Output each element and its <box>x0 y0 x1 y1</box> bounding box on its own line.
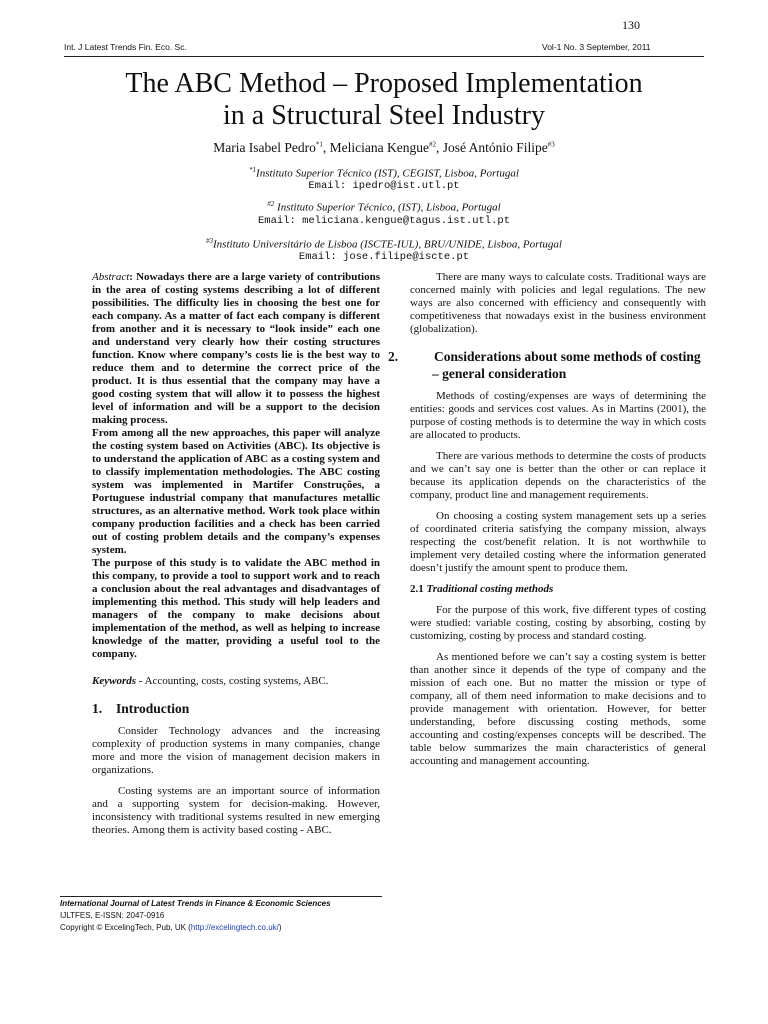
email-1: Email: ipedro@ist.utl.pt <box>308 180 460 192</box>
abstract-paragraph-3: The purpose of this study is to validate the ABC method in this company, to provide a tool to support work and to reach a conclusion about the real advantages and disadvantages of implementing this method. This study will help leaders and managers of the company to make decisions about implementation of the method, as well as helping to increase knowledge of the matter, providing a useful tool to the company. <box>92 557 380 660</box>
subsection-2-1-paragraph-1: For the purpose of this work, five different types of costing were studied: variable costing, costing by absorbing, costing by customizing, costing by process and standard costing. <box>410 604 706 642</box>
subsection-2-1-number: 2.1 <box>410 583 424 595</box>
footer-copyright-suffix: ) <box>278 923 282 932</box>
affiliation-2-mark: #2 <box>267 200 275 208</box>
footer-block <box>60 898 331 934</box>
section-1-title: Introduction <box>116 701 190 716</box>
abstract <box>92 271 380 661</box>
abstract-paragraph-1 <box>92 271 380 427</box>
left-column <box>92 271 380 845</box>
section-1-paragraph-1: Consider Technology advances and the increasing complexity of production systems in many companies, change more and more the vision of management decision makers in organizations. <box>92 725 380 776</box>
author-list: Maria Isabel Pedro$^{*1}$, Meliciana Kengue$^{\#2}$, José António Filipe$^{\#3}$ <box>213 140 555 155</box>
keywords-text: Accounting, costs, costing systems, ABC. <box>142 675 329 687</box>
keywords-label: Keywords - <box>92 675 143 687</box>
author-3-mark: #3 <box>547 140 555 149</box>
page-number: 130 <box>622 18 640 32</box>
affiliation-1-mark: *1 <box>249 166 257 174</box>
footer-journal: International Journal of Latest Trends in Finance & Economic Sciences <box>60 899 331 908</box>
running-header-right: Vol-1 No. 3 September, 2011 <box>542 42 651 52</box>
right-column <box>388 271 706 776</box>
title-line-1: The ABC Method – Proposed Implementation <box>125 68 643 99</box>
section-1-paragraph-3: There are many ways to calculate costs. Traditional ways are concerned mainly with policies and legal regulations. The new ways are also concerned with efficiency and consequently with competitiveness that nowadays exist in the business environment (globalization). <box>410 271 706 335</box>
author-3: José António Filipe <box>442 140 548 155</box>
subsection-2-1-title: Traditional costing methods <box>426 583 554 595</box>
affiliation-2-text: Instituto Superior Técnico, (IST), Lisboa, Portugal <box>274 201 501 214</box>
footer-rule <box>60 896 382 897</box>
author-2: Meliciana Kengue <box>329 140 430 155</box>
section-1-number: 1. <box>92 701 103 716</box>
section-2-title: Considerations about some methods of costing – general consideration <box>432 349 701 381</box>
section-2-paragraph-3: On choosing a costing system management sets up a series of coordinated criteria satisfying the company mission, always respecting the cost/benefit relation. It is not worthwhile to implement very detailed costing where the information generated doesn’t justify the amount spent to produce them. <box>410 510 706 574</box>
affiliation-3-text: Instituto Universitário de Lisboa (ISCTE-IUL), BRU/UNIDE, Lisboa, Portugal <box>213 238 562 251</box>
running-header-left: Int. J Latest Trends Fin. Eco. Sc. <box>64 42 187 52</box>
abstract-text-1: : Nowadays there are a large variety of contributions in the area of costing systems describing a lot of different possibilities. The difficulty lies in choosing the best one for each company. As a matter of fact each company is different from another and it is necessary to “look inside” each one and understand very clearly how their costing structures function. Know where company’s costs lie is the best way to reduce them and to determine the correct price of the product. It is thus essential that the company may have a good costing system that will allow it to possess the highest level of information and will be a support to the decision making process. <box>92 271 380 426</box>
header-rule <box>64 56 704 57</box>
author-2-mark: #2 <box>429 140 437 149</box>
email-3: Email: jose.filipe@iscte.pt <box>298 251 470 263</box>
footer-copyright <box>60 922 331 934</box>
section-2-number: 2. <box>388 349 399 364</box>
paper-title <box>60 68 708 132</box>
affiliation-2 <box>60 198 708 215</box>
title-line-2: in a Structural Steel Industry <box>223 100 545 131</box>
affiliation-3 <box>60 235 708 252</box>
email-2: Email: meliciana.kengue@tagus.ist.utl.pt <box>257 215 511 227</box>
section-2-paragraph-1: Methods of costing/expenses are ways of determining the entities: goods and services cost values. As in Martins (2001), the purpose of costing methods is to determine the way in which costs are allocated to products. <box>410 390 706 441</box>
keywords <box>92 675 380 688</box>
author-1-mark: *1 <box>315 140 323 149</box>
subsection-2-1-heading <box>410 583 706 596</box>
section-2-heading <box>388 348 706 382</box>
footer-link[interactable]: http://excelingtech.co.uk/ <box>190 923 279 932</box>
subsection-2-1-paragraph-2: As mentioned before we can’t say a costing system is better than another since it depends of the type of company and the mission of each one. But no matter the mission or type of company, all of them need information to make decisions and to provide management with orientation. However, for better understanding, before discussing costing methods, some accounting and costing/expenses concepts will be described. The table below summarizes the main characteristics of general accounting and management accounting. <box>410 651 706 767</box>
affiliation-1-text: Instituto Superior Técnico (IST), CEGIST, Lisboa, Portugal <box>256 167 519 180</box>
section-1-paragraph-2: Costing systems are an important source of information and a supporting system for decision-making. However, inconsistency with traditional systems resulted in new emerging theories. Among them is activity based costing - ABC. <box>92 785 380 836</box>
footer-copyright-prefix: Copyright © ExcelingTech, Pub, UK ( <box>60 923 191 932</box>
section-1-heading <box>92 700 380 717</box>
abstract-label: Abstract <box>92 271 130 283</box>
footer-issn: IJLTFES, E-ISSN: 2047-0916 <box>60 911 165 920</box>
affiliation-3-mark: #3 <box>206 237 214 245</box>
author-1: Maria Isabel Pedro <box>213 140 316 155</box>
section-2-paragraph-2: There are various methods to determine the costs of products and we can’t say one is better than the other or can replace it because its application depends on the characteristics of the company, product line and management requirements. <box>410 450 706 501</box>
abstract-paragraph-2: From among all the new approaches, this paper will analyze the costing system based on Activities (ABC). Its objective is to understand the application of ABC as a costing system and to classify implementation methodologies. The ABC costing system was implemented in Martifer Construções, a Portuguese industrial company that manufactures metallic structures, as an alternative method. Work took place within company production facilities and a check has been carried out of costing problem details and the company’s expenses system. <box>92 427 380 556</box>
affiliation-1 <box>60 164 708 181</box>
